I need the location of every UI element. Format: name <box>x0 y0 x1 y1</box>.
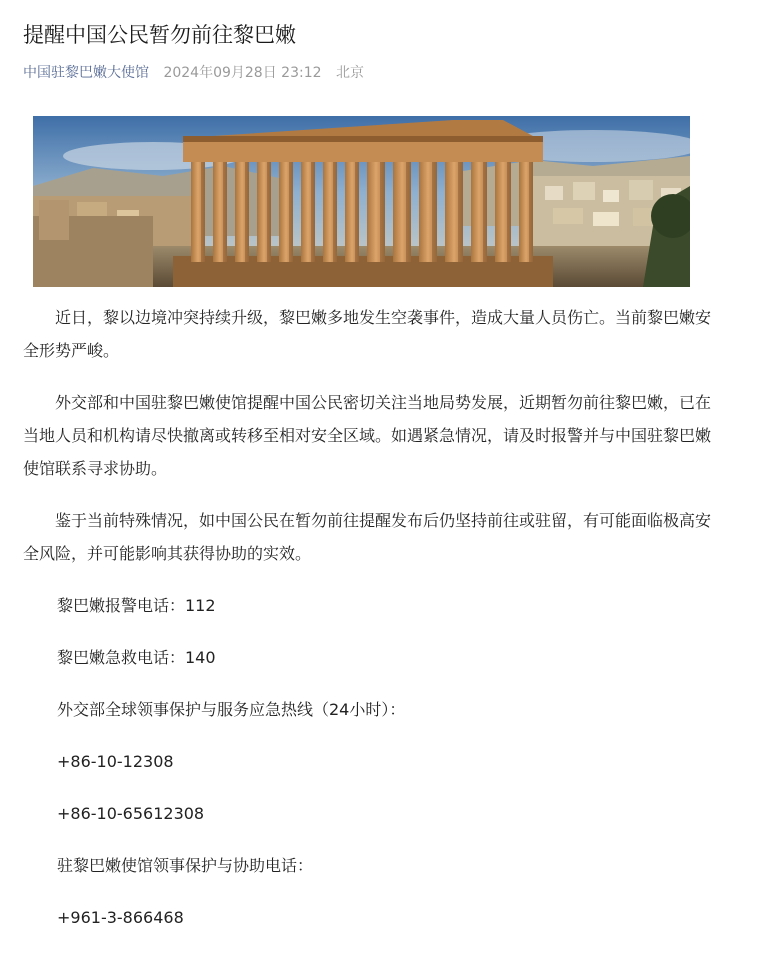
paragraph: 近日，黎以边境冲突持续升级，黎巴嫩多地发生空袭事件，造成大量人员伤亡。当前黎巴嫩安全形势严峻。 <box>23 308 712 360</box>
account-name-link[interactable]: 中国驻黎巴嫩大使馆 <box>23 65 149 81</box>
paragraph: 外交部和中国驻黎巴嫩使馆提醒中国公民密切关注当地局势发展，近期暂勿前往黎巴嫩，已在当地人员和机构请尽快撤离或转移至相对安全区域。如遇紧急情况，请及时报警并与中国驻黎巴嫩使馆联系寻求协助。 <box>23 393 712 478</box>
publish-location: 北京 <box>335 65 364 81</box>
embassy-phone-label: 驻黎巴嫩使馆领事保护与协助电话： <box>57 856 314 875</box>
hotline-number[interactable]: +86-10-65612308 <box>57 804 205 823</box>
police-number: 黎巴嫩报警电话：112 <box>57 596 216 615</box>
temple-photo[interactable] <box>33 116 690 287</box>
paragraph: 鉴于当前特殊情况，如中国公民在暂勿前往提醒发布后仍坚持前往或驻留，有可能面临极高安全风险，并可能影响其获得协助的实效。 <box>23 511 712 563</box>
publish-date: 2024年09月28日 23:12 <box>163 65 322 81</box>
article-body <box>23 301 713 953</box>
article-title: 提醒中国公民暂勿前往黎巴嫩 <box>23 23 296 47</box>
hotline-number[interactable]: +86-10-12308 <box>57 752 174 771</box>
article-meta <box>23 63 364 83</box>
hotline-label: 外交部全球领事保护与服务应急热线（24小时）： <box>57 700 406 719</box>
emergency-number: 黎巴嫩急救电话：140 <box>57 648 216 667</box>
embassy-phone-number[interactable]: +961-3-866468 <box>57 908 184 927</box>
